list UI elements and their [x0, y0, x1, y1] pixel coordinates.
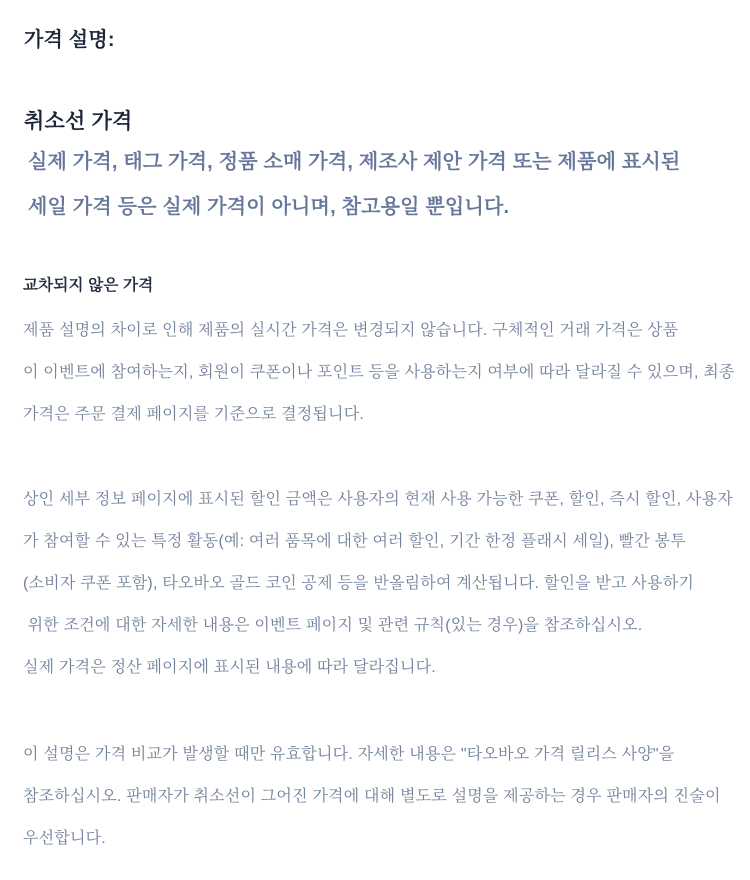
section-heading-strikethrough-price: 취소선 가격: [24, 110, 133, 133]
section-heading-uncrossed-price: 교차되지 않은 가격: [23, 277, 154, 294]
paragraph-line: (소비자 쿠폰 포함), 타오바오 골드 코인 공제 등을 반올림하여 계산됩니다. 할인을 받고 사용하기: [23, 575, 695, 592]
paragraph-line: 우선합니다.: [23, 830, 106, 847]
paragraph-line: 위한 조건에 대한 자세한 내용은 이벤트 페이지 및 관련 규칙(있는 경우)을 참조하십시오.: [23, 617, 643, 634]
paragraph-price-comparison: [23, 734, 721, 860]
strikethrough-note-line: 실제 가격, 태그 가격, 정품 소매 가격, 제조사 제안 가격 또는 제품에 표시된: [28, 151, 681, 173]
strikethrough-note-line: 세일 가격 등은 실제 가격이 아니며, 참고용일 뿐입니다.: [28, 196, 510, 218]
paragraph-line: 상인 세부 정보 페이지에 표시된 할인 금액은 사용자의 현재 사용 가능한 쿠폰, 할인, 즉시 할인, 사용자: [23, 491, 733, 508]
paragraph-line: 참조하십시오. 판매자가 취소선이 그어진 가격에 대해 별도로 설명을 제공하는 경우 판매자의 진술이: [23, 788, 721, 805]
paragraph-realtime-price: [23, 310, 735, 436]
paragraph-discount-calculation: [23, 479, 733, 689]
paragraph-line: 가 참여할 수 있는 특정 활동(예: 여러 품목에 대한 여러 할인, 기간 한정 플래시 세일), 빨간 봉투: [23, 533, 686, 550]
paragraph-line: 제품 설명의 차이로 인해 제품의 실시간 가격은 변경되지 않습니다. 구체적인 거래 가격은 상품: [23, 322, 679, 339]
paragraph-line: 이 이벤트에 참여하는지, 회원이 쿠폰이나 포인트 등을 사용하는지 여부에 따라 달라질 수 있으며, 최종: [23, 364, 735, 381]
strikethrough-price-note: [28, 140, 680, 230]
paragraph-line: 가격은 주문 결제 페이지를 기준으로 결정됩니다.: [23, 406, 364, 423]
page-title: 가격 설명:: [24, 29, 115, 51]
paragraph-line: 실제 가격은 정산 페이지에 표시된 내용에 따라 달라집니다.: [23, 659, 436, 676]
paragraph-line: 이 설명은 가격 비교가 발생할 때만 유효합니다. 자세한 내용은 "타오바오 가격 릴리스 사양"을: [23, 746, 675, 763]
